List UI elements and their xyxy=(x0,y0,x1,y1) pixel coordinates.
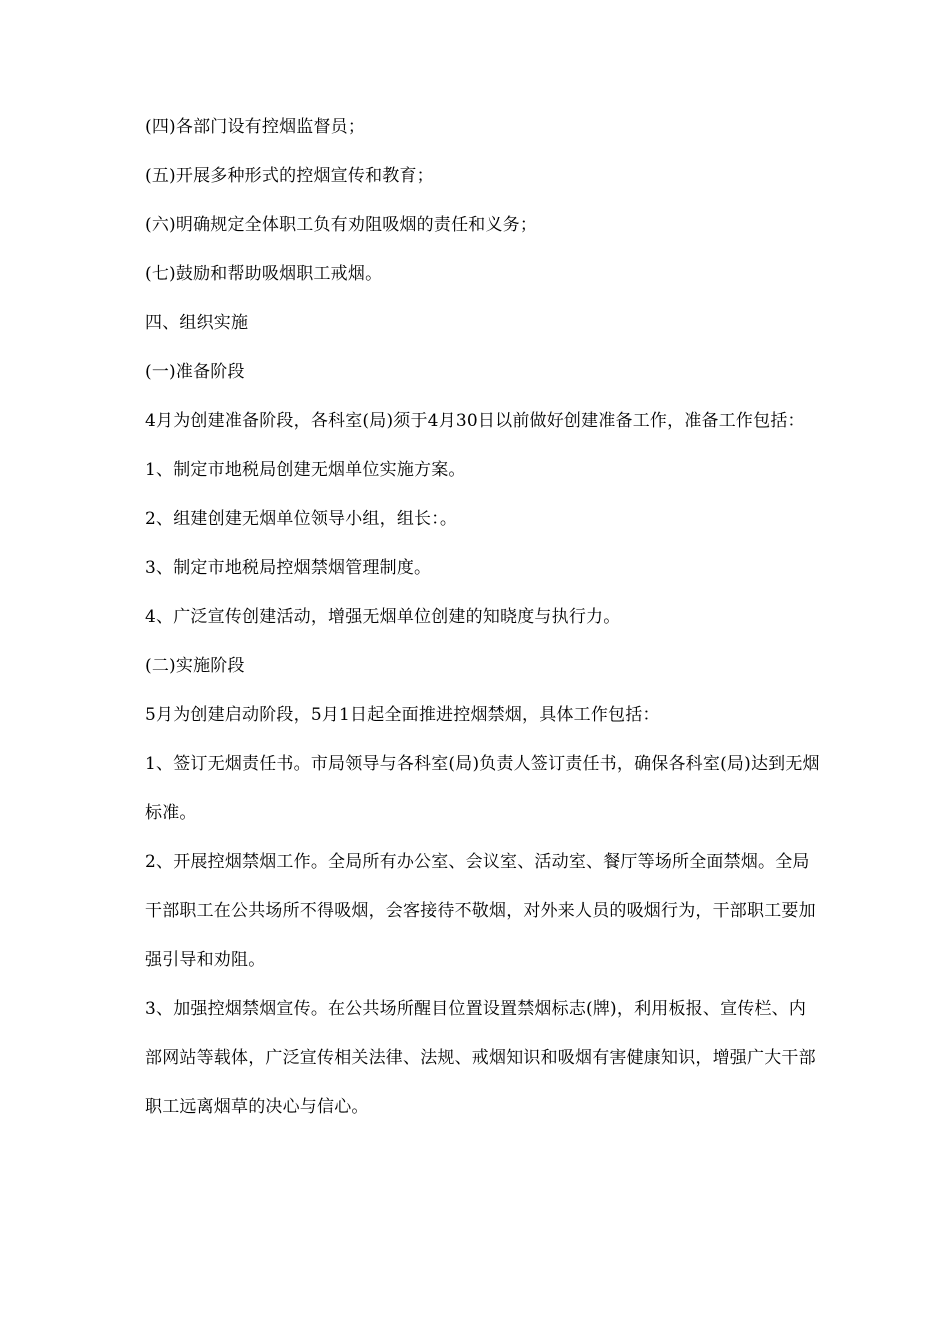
subsection-heading-preparation: (一)准备阶段 xyxy=(145,362,245,382)
paragraph-execution-step-2: 2、开展控烟禁烟工作。全局所有办公室、会议室、活动室、餐厅等场所全面禁烟。全局干部职工在公共场所不得吸烟，会客接待不敬烟，对外来人员的吸烟行为，干部职工要加强引导和劝阻。 xyxy=(145,852,816,970)
paragraph-execution-intro: 5月为创建启动阶段，5月1日起全面推进控烟禁烟，具体工作包括： xyxy=(145,705,660,725)
section-heading-implementation: 四、组织实施 xyxy=(145,313,249,333)
paragraph-item-7: (七)鼓励和帮助吸烟职工戒烟。 xyxy=(145,264,383,284)
paragraph-item-4: (四)各部门设有控烟监督员； xyxy=(145,117,366,137)
paragraph-execution-step-1: 1、签订无烟责任书。市局领导与各科室(局)负责人签订责任书，确保各科室(局)达到无烟标准。 xyxy=(145,754,820,823)
paragraph-preparation-intro: 4月为创建准备阶段，各科室(局)须于4月30日以前做好创建准备工作，准备工作包括： xyxy=(145,411,805,431)
paragraph-preparation-step-1: 1、制定市地税局创建无烟单位实施方案。 xyxy=(145,460,466,480)
paragraph-preparation-step-3: 3、制定市地税局控烟禁烟管理制度。 xyxy=(145,558,432,578)
paragraph-execution-step-3: 3、加强控烟禁烟宣传。在公共场所醒目位置设置禁烟标志(牌)，利用板报、宣传栏、内部网站等载体，广泛宣传相关法律、法规、戒烟知识和吸烟有害健康知识，增强广大干部职工远离烟草的决心与信心。 xyxy=(145,999,816,1117)
document-body xyxy=(145,103,820,1132)
paragraph-item-6: (六)明确规定全体职工负有劝阻吸烟的责任和义务； xyxy=(145,215,538,235)
subsection-heading-execution: (二)实施阶段 xyxy=(145,656,245,676)
paragraph-item-5: (五)开展多种形式的控烟宣传和教育； xyxy=(145,166,434,186)
paragraph-preparation-step-4: 4、广泛宣传创建活动，增强无烟单位创建的知晓度与执行力。 xyxy=(145,607,621,627)
paragraph-preparation-step-2: 2、组建创建无烟单位领导小组，组长：。 xyxy=(145,509,458,529)
